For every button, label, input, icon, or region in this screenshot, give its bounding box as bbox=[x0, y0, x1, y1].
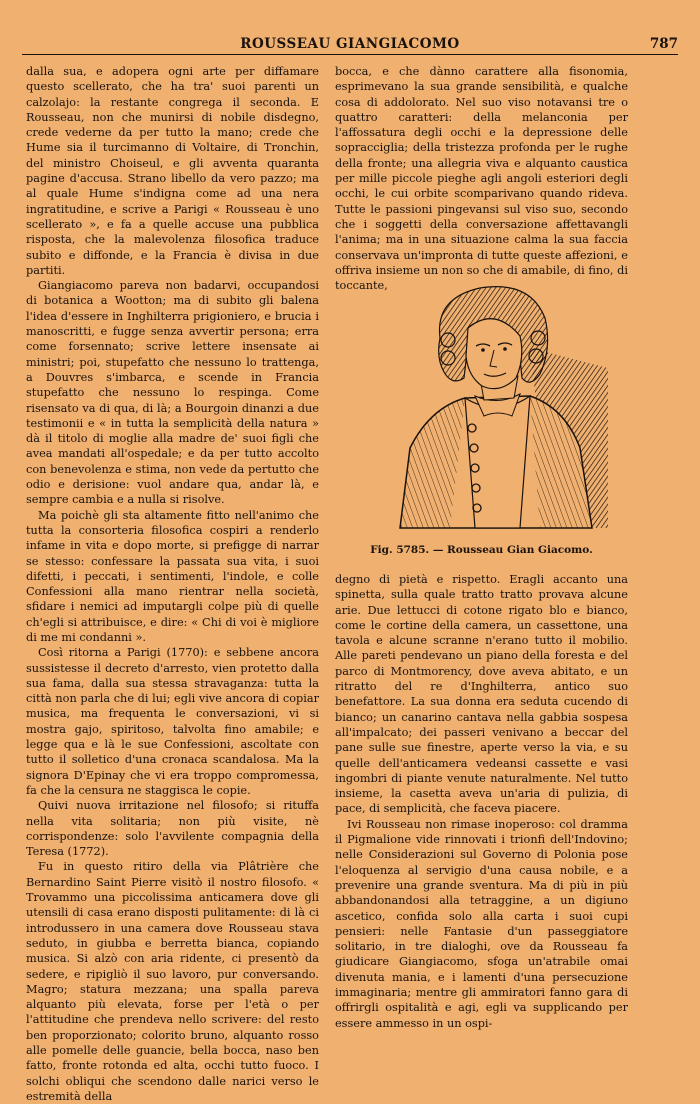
paragraph: Giangiacomo pareva non badarvi, occupandosi di botanica a Wootton; ma di subito gli balena l'idea d'essere in Inghilterra prigioniero, e brucia i manoscritti, e fugge senza avvertir persona; erra come forsennato; scrive lettere insensate ai ministri; poi, stupefatto che nessuno lo trattenga, a Douvres s'imbarca, e scende in Francia stupefatto che nessuno lo respinga. Come risensato va di qua, di là; a Bourgoin dinanzi a due testimonii e « in tutta la semplicità della natura » dà il titolo di moglie alla madre de' suoi figli che avea mandati all'ospedale; e da per tutto accolto con benevolenza e stima, non vede da pertutto che odio e derisione: vuol andare qua, andar là, e sempre cambia e a nulla si risolve. bbox=[26, 279, 319, 507]
paragraph: Ivi Rousseau non rimase inoperoso: col dramma il Pigmalione vide rinnovati i trionfi dell'Indovino; nelle Considerazioni sul Governo di Polonia pose l'eloquenza al servigio d'una causa nobile, e a prevenire una grande sventura. Ma di più in più abbandonandosi alla tetraggine, a un digiuno ascetico, confida solo alla carta i suoi cupi pensieri: nelle Fantasie d'un passeggiatore solitario, in tre dialoghi, ove da Rousseau fa giudicare Giangiacomo, sfoga un'atrabile omai divenuta mania, e i lamenti d'una persecuzione immaginaria; mentre gli ammiratori fanno gara di offrirgli ospitalità e agi, egli va supplicando per essere ammesso in un ospi- bbox=[335, 817, 628, 1030]
rousseau-portrait bbox=[380, 278, 610, 536]
right-column-bottom bbox=[335, 572, 628, 1031]
paragraph: Ma poichè gli sta altamente fitto nell'animo che tutta la consorteria filosofica cospiri a renderlo infame in vita e dopo morte, si prefigge di narrar se stesso: confessare la passata sua vita, i suoi difetti, i peccati, i sentimenti, l'indole, e colle Confessioni alla mano rientrar nella società, sfidare i nemici ad imputargli colpe più di quelle ch'egli si attribuisce, e dire: « Chi di voi è migliore di me mi condanni ». bbox=[26, 508, 319, 644]
paragraph: bocca, e che dànno carattere alla fisonomia, esprimevano la sua grande sensibilità, e qualche cosa di addolorato. Nel suo viso notavansi tre o quattro caratteri: della melanconia per l'affossatura degli occhi e la depressione delle sopracciglia; della tristezza profonda per le rughe della fronte; una allegria viva e alquanto caustica per mille piccole pieghe agli angoli esteriori degli occhi, le cui orbite scomparivano quando rideva. Tutte le passioni pingevansi sul viso suo, secondo che i soggetti della conversazione affettavangli l'anima; ma in una situazione calma la sua faccia conservava un'impronta di tutte queste affezioni, e offriva insieme un non so che di amabile, di fino, di toccante, bbox=[335, 65, 628, 293]
portrait-engraving bbox=[380, 278, 610, 536]
paragraph: Così ritorna a Parigi (1770): e sebbene ancora sussistesse il decreto d'arresto, vien protetto dalla sua fama, dalla sua stessa stravaganza: tutta la città non parla che di lui; egli vive ancora di copiar musica, ma frequenta le conversazioni, vi si mostra gajo, spiritoso, talvolta fino amabile; e legge qua e là le sue Confessioni, ascoltate con tutto il solletico d'una cronaca scandalosa. Ma la signora D'Epinay che vi era troppo compromessa, fa che la censura ne staggisca le copie. bbox=[26, 646, 319, 797]
left-column bbox=[26, 64, 319, 1104]
running-title: ROUSSEAU GIANGIACOMO bbox=[240, 36, 460, 52]
right-column-top bbox=[335, 64, 628, 293]
paragraph: dalla sua, e adopera ogni arte per diffamare questo scellerato, che ha tra' suoi parenti un calzolajo: la restante congrega il seconda. E Rousseau, non che munirsi di nobile disdegno, crede vederne da per tutto la mano; crede che Hume sia il turcimanno di Voltaire, di Tronchin, del ministro Choiseul, e gli avventa quaranta pagine d'accusa. Strano libello da vero pazzo; ma al quale Hume s'indigna come ad una nera ingratitudine, e scrive a Parigi « Rousseau è uno scellerato », e fa a quelle accuse una pubblica risposta, che la malevolenza filosofica traduce subito e diffonde, e la Francia è divisa in due partiti. bbox=[26, 65, 319, 277]
paragraph: degno di pietà e rispetto. Eragli accanto una spinetta, sulla quale tratto tratto provava alcune arie. Due lettucci di cotone rigato blo e bianco, come le cortine della camera, un cassettone, una tavola e alcune scranne n'erano tutto il mobilio. Alle pareti pendevano un piano della foresta e del parco di Montmorency, dove aveva abitato, e un ritratto del re d'Inghilterra, antico suo benefattore. La sua donna era seduta cucendo di bianco; un canarino cantava nella gabbia sospesa all'impalcato; dei passeri venivano a beccar del pane sulle sue finestre, aperte verso la via, e su quelle dell'anticamera vedeansi cassette e vasi ingombri di piante venute naturalmente. Nel tutto insieme, la casetta aveva un'aria di pulizia, di pace, di semplicità, che faceva piacere. bbox=[335, 573, 628, 816]
page-number: 787 bbox=[649, 36, 678, 52]
paragraph: Fu in questo ritiro della via Plâtrière che Bernardino Saint Pierre visitò il nostro filosofo. « Trovammo una piccolissima anticamera dove gli utensili di casa erano disposti pulitamente: di là ci introdussero in una camera dove Rousseau stava seduto, in giubba e berretta bianca, copiando musica. Si alzò con aria ridente, ci presentò da sedere, e ripigliò il suo lavoro, pur conversando. Magro; statura mezzana; una spalla pareva alquanto più elevata, forse per l'età o per l'attitudine che prendeva nello scrivere: del resto ben proporzionato; colorito bruno, alquanto rosso alle pomelle delle guancie, bella bocca, naso ben fatto, fronte rotonda ed alta, occhi tutto fuoco. I solchi obliqui che scendono dalle narici verso le estremità della bbox=[26, 860, 319, 1103]
figure-caption: Fig. 5785. — Rousseau Gian Giacomo. bbox=[370, 544, 593, 556]
paragraph: Quivi nuova irritazione nel filosofo; si rituffa nella vita solitaria; non più visite, nè corrispondenze: solo l'avvilente compagnia della Teresa (1772). bbox=[26, 799, 319, 859]
page-header bbox=[22, 36, 678, 55]
